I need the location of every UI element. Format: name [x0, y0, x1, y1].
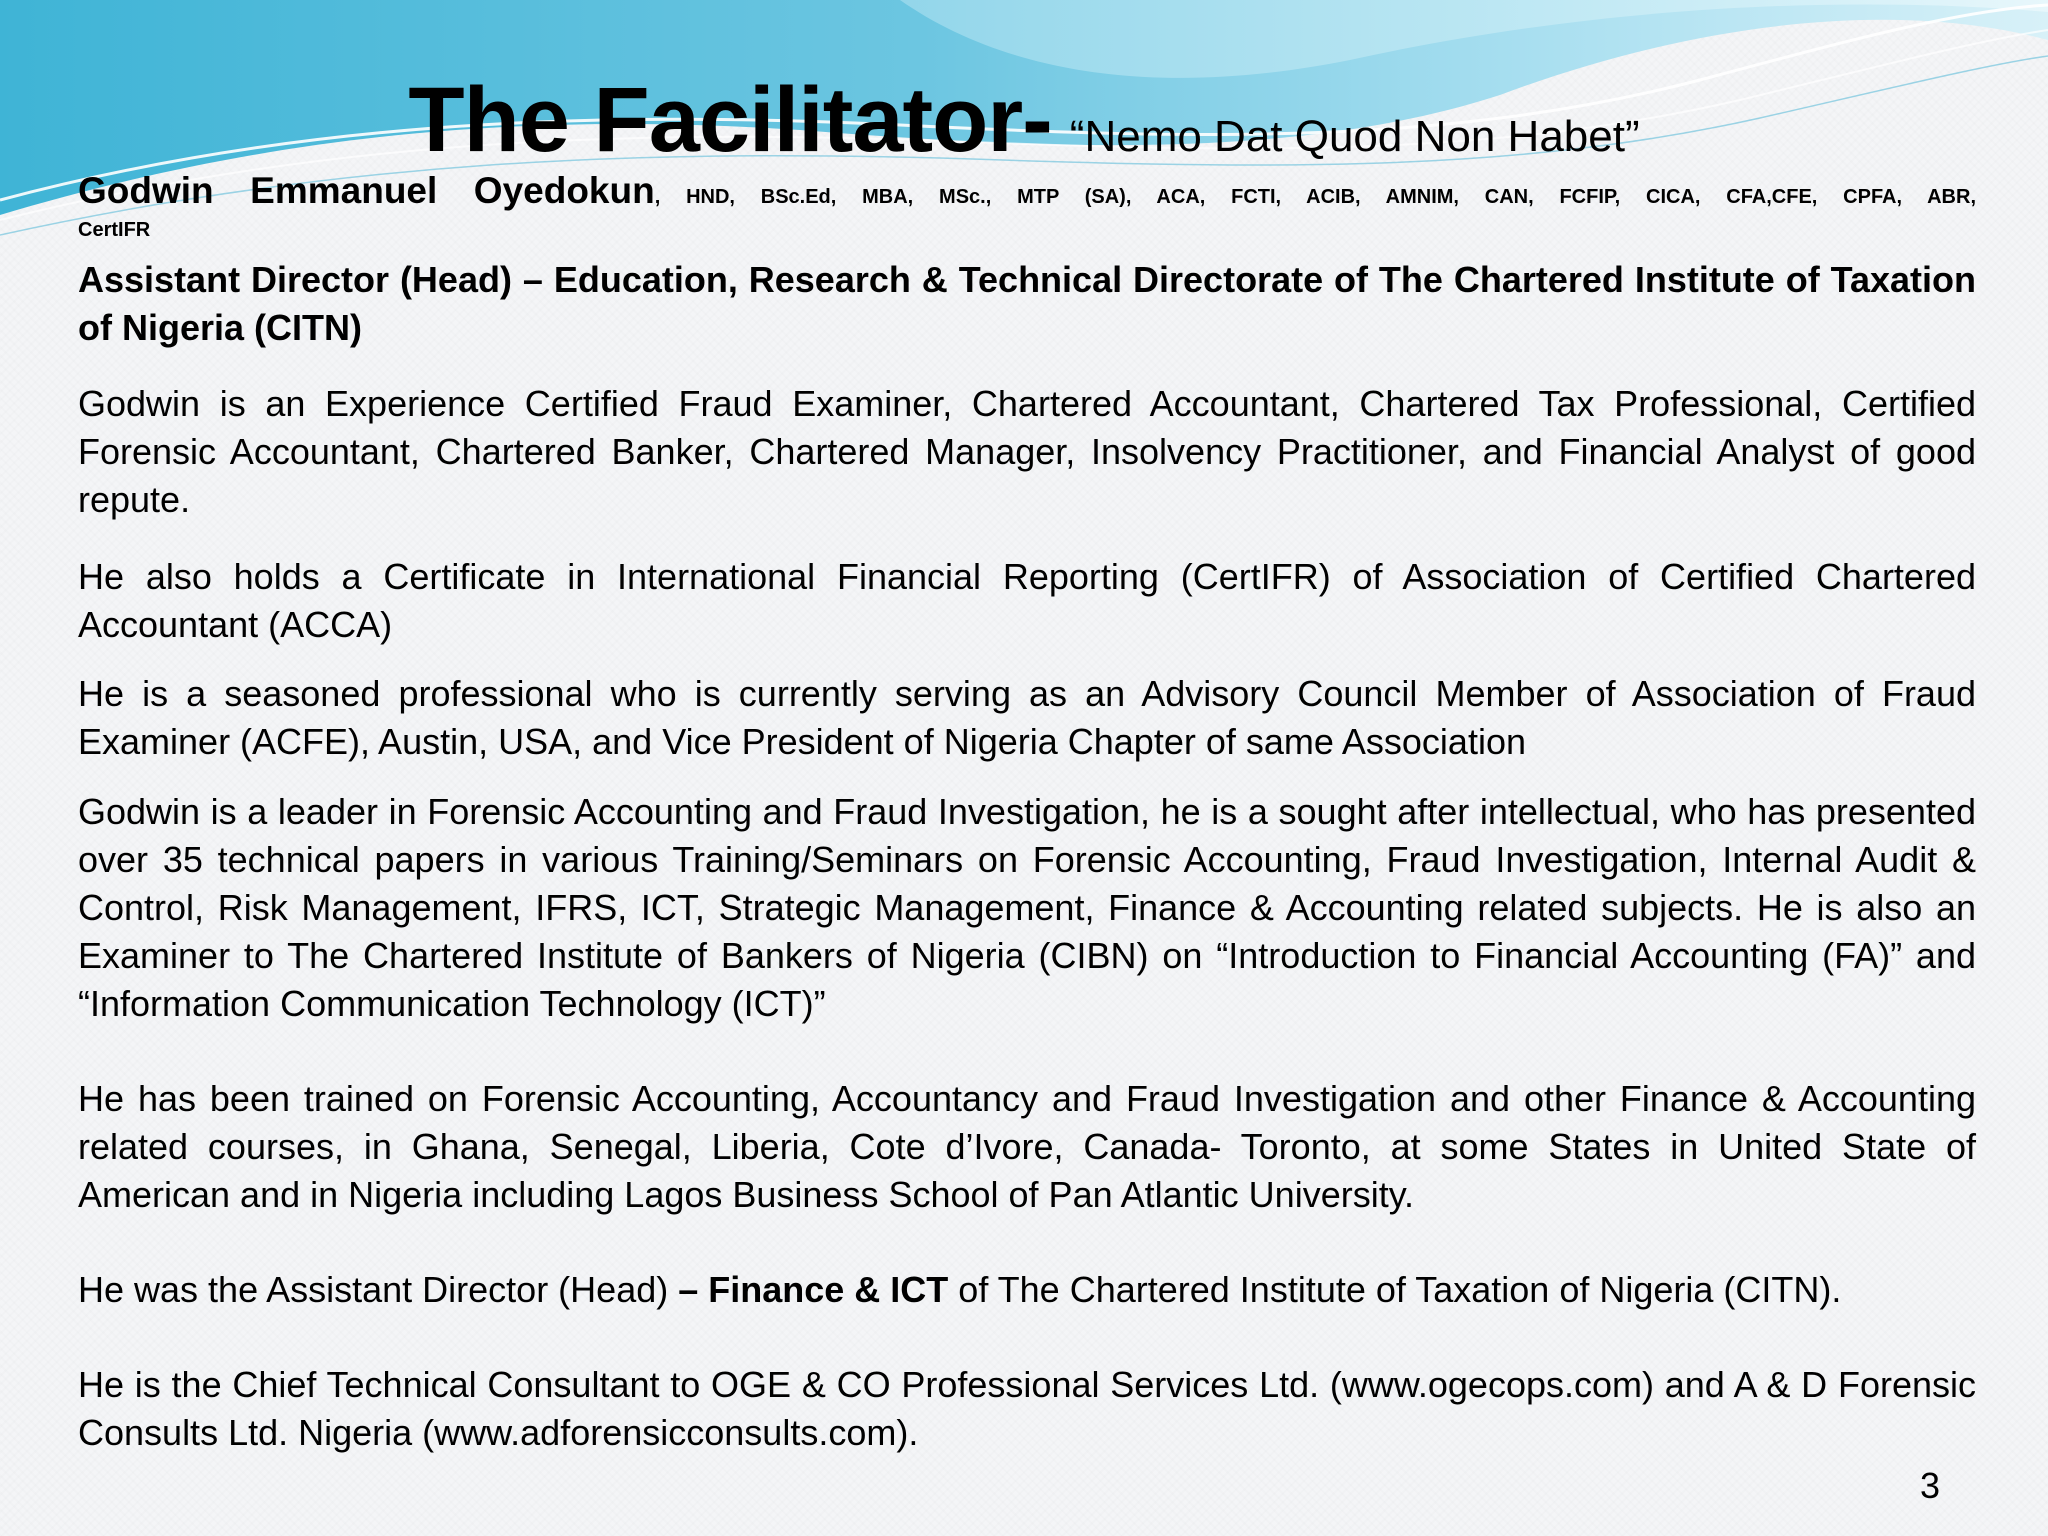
page-number: 3 [1920, 1465, 1941, 1506]
title-main: The Facilitator- [408, 69, 1052, 171]
facilitator-credentials-tail: CertIFR [78, 219, 151, 241]
bio-paragraph-2: He also holds a Certificate in International Financial Reporting (CertIFR) of Association of Certified Chartered Accountant (ACCA) [78, 556, 1976, 645]
bio-paragraph-1: Godwin is an Experience Certified Fraud Examiner, Chartered Accountant, Chartered Tax Professional, Certified Forensic Accountant, Chartered Banker, Chartered Manager, Insolvency Practitioner, and Financial Analyst of good repute. [78, 383, 1976, 520]
bio-paragraph-3: He is a seasoned professional who is currently serving as an Advisory Council Member of Association of Fraud Examiner (ACFE), Austin, USA, and Vice President of Nigeria Chapter of same Association [78, 673, 1976, 762]
facilitator-position: Assistant Director (Head) – Education, Research & Technical Directorate of The Chartered Institute of Taxation of Nigeria (CITN) [78, 259, 1976, 348]
bio-paragraph-6 [78, 1266, 1976, 1314]
bio-paragraph-6-start: He was the Assistant Director (Head) [78, 1269, 679, 1310]
bio-paragraph-6-highlight: – Finance & ICT [678, 1269, 949, 1310]
bio-paragraph-4: Godwin is a leader in Forensic Accounting and Fraud Investigation, he is a sought after intellectual, who has presented over 35 technical papers in various Training/Seminars on Forensic Accounting, Fraud Investigation, Internal Audit & Control, Risk Management, IFRS, ICT, Strategic Management, Finance & Accounting related subjects. He is also an Examiner to The Chartered Institute of Bankers of Nigeria (CIBN) on “Introduction to Financial Accounting (FA)” and “Information Communication Technology (ICT)” [78, 791, 1976, 1024]
facilitator-name: Godwin Emmanuel Oyedokun [78, 170, 655, 211]
bio-paragraph-6-end: of The Chartered Institute of Taxation of Nigeria (CITN). [948, 1269, 1842, 1310]
slide-title [0, 68, 2048, 173]
facilitator-name-line [78, 172, 1976, 218]
facilitator-credentials: , HND, BSc.Ed, MBA, MSc., MTP (SA), ACA, FCTI, ACIB, AMNIM, CAN, FCFIP, CICA, CFA,CFE, CPFA, ABR, [654, 186, 1976, 208]
bio-paragraph-7: He is the Chief Technical Consultant to OGE & CO Professional Services Ltd. (www.ogecops.com) and A & D Forensic Consults Ltd. Nigeria (www.adforensicconsults.com). [78, 1364, 1976, 1453]
bio-paragraph-5: He has been trained on Forensic Accounting, Accountancy and Fraud Investigation and other Finance & Accounting related courses, in Ghana, Senegal, Liberia, Cote d’Ivore, Canada- Toronto, at some States in United State of American and in Nigeria including Lagos Business School of Pan Atlantic University. [78, 1078, 1976, 1215]
title-motto: “Nemo Dat Quod Non Habet” [1069, 112, 1640, 161]
content-area [78, 172, 1976, 1457]
